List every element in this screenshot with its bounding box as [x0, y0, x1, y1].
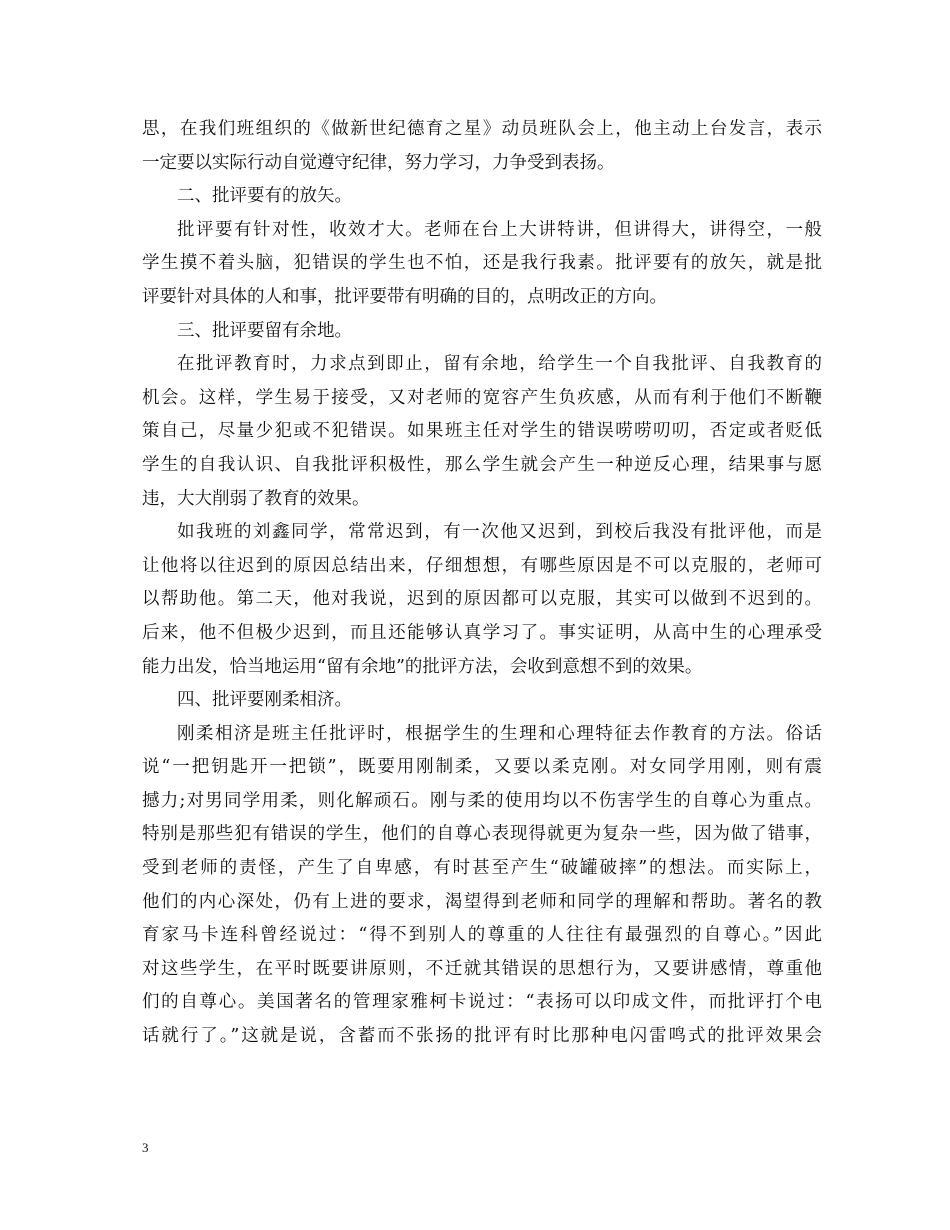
- paragraph-line: 特别是那些犯有错误的学生，他们的自尊心表现得就更为复杂一些，因为做了错事，: [142, 824, 822, 845]
- page-number: 3: [142, 1140, 149, 1155]
- paragraph-line: 策自己，尽量少犯或不犯错误。如果班主任对学生的错误唠唠叨叨，否定或者贬低: [142, 421, 822, 442]
- paragraph-line: 以帮助他。第二天，他对我说，迟到的原因都可以克服，其实可以做到不迟到的。: [142, 589, 822, 610]
- paragraph-line: 能力出发，恰当地运用“留有余地”的批评方法，会收到意想不到的效果。: [142, 656, 703, 677]
- paragraph-first-line: 在批评教育时，力求点到即止，留有余地，给学生一个自我批评、自我教育的: [177, 354, 822, 375]
- document-body: [142, 113, 822, 1054]
- paragraph-line: 受到老师的责怪，产生了自卑感，有时甚至产生“破罐破摔”的想法。而实际上，: [142, 858, 822, 879]
- paragraph-line: 学生的自我认识、自我批评积极性，那么学生就会产生一种逆反心理，结果事与愿: [142, 454, 822, 475]
- paragraph-line: 思，在我们班组织的《做新世纪德育之星》动员班队会上，他主动上台发言，表示: [142, 119, 822, 139]
- paragraph-first-line: 如我班的刘鑫同学，常常迟到，有一次他又迟到，到校后我没有批评他，而是: [177, 522, 822, 543]
- paragraph-line: 说“一把钥匙开一把锁”，既要用刚制柔，又要以柔克刚。对女同学用刚，则有震: [142, 757, 822, 778]
- paragraph-first-line: 三、批评要留有余地。: [177, 320, 352, 341]
- paragraph-line: 育家马卡连科曾经说过：“得不到别人的尊重的人往往有最强烈的自尊心。”因此: [142, 925, 822, 946]
- paragraph-line: 评要针对具体的人和事，批评要带有明确的目的，点明改正的方向。: [142, 286, 667, 307]
- paragraph-first-line: 二、批评要有的放矢。: [177, 186, 352, 207]
- paragraph-line: 违，大大削弱了教育的效果。: [142, 488, 370, 509]
- paragraph-line: 学生摸不着头脑，犯错误的学生也不怕，还是我行我素。批评要有的放矢，就是批: [142, 253, 822, 274]
- paragraph-line: 机会。这样，学生易于接受，又对老师的宽容产生负疚感，从而有利于他们不断鞭: [142, 387, 822, 408]
- paragraph-line: 们的自尊心。美国著名的管理家雅柯卡说过：“表扬可以印成文件，而批评打个电: [142, 992, 822, 1013]
- paragraph-line: 对这些学生，在平时既要讲原则，不迁就其错误的思想行为，又要讲感情，尊重他: [142, 958, 822, 979]
- paragraph-line: 一定要以实际行动自觉遵守纪律，努力学习，力争受到表扬。: [142, 152, 615, 173]
- paragraph-line: 撼力;对男同学用柔，则化解顽石。刚与柔的使用均以不伤害学生的自尊心为重点。: [142, 790, 822, 811]
- paragraph-line: 后来，他不但极少迟到，而且还能够认真学习了。事实证明，从高中生的心理承受: [142, 622, 822, 643]
- paragraph-line: 他们的内心深处，仍有上进的要求，渴望得到老师和同学的理解和帮助。著名的教: [142, 891, 822, 912]
- paragraph-line: 让他将以往迟到的原因总结出来，仔细想想，有哪些原因是不可以克服的，老师可: [142, 555, 822, 576]
- paragraph-first-line: 批评要有针对性，收效才大。老师在台上大讲特讲，但讲得大，讲得空，一般: [177, 219, 822, 240]
- paragraph-first-line: 四、批评要刚柔相济。: [177, 690, 352, 711]
- paragraph-first-line: 刚柔相济是班主任批评时，根据学生的生理和心理特征去作教育的方法。俗话: [177, 723, 822, 744]
- paragraph-line: 话就行了。”这就是说，含蓄而不张扬的批评有时比那种电闪雷鸣式的批评效果会: [142, 1026, 822, 1047]
